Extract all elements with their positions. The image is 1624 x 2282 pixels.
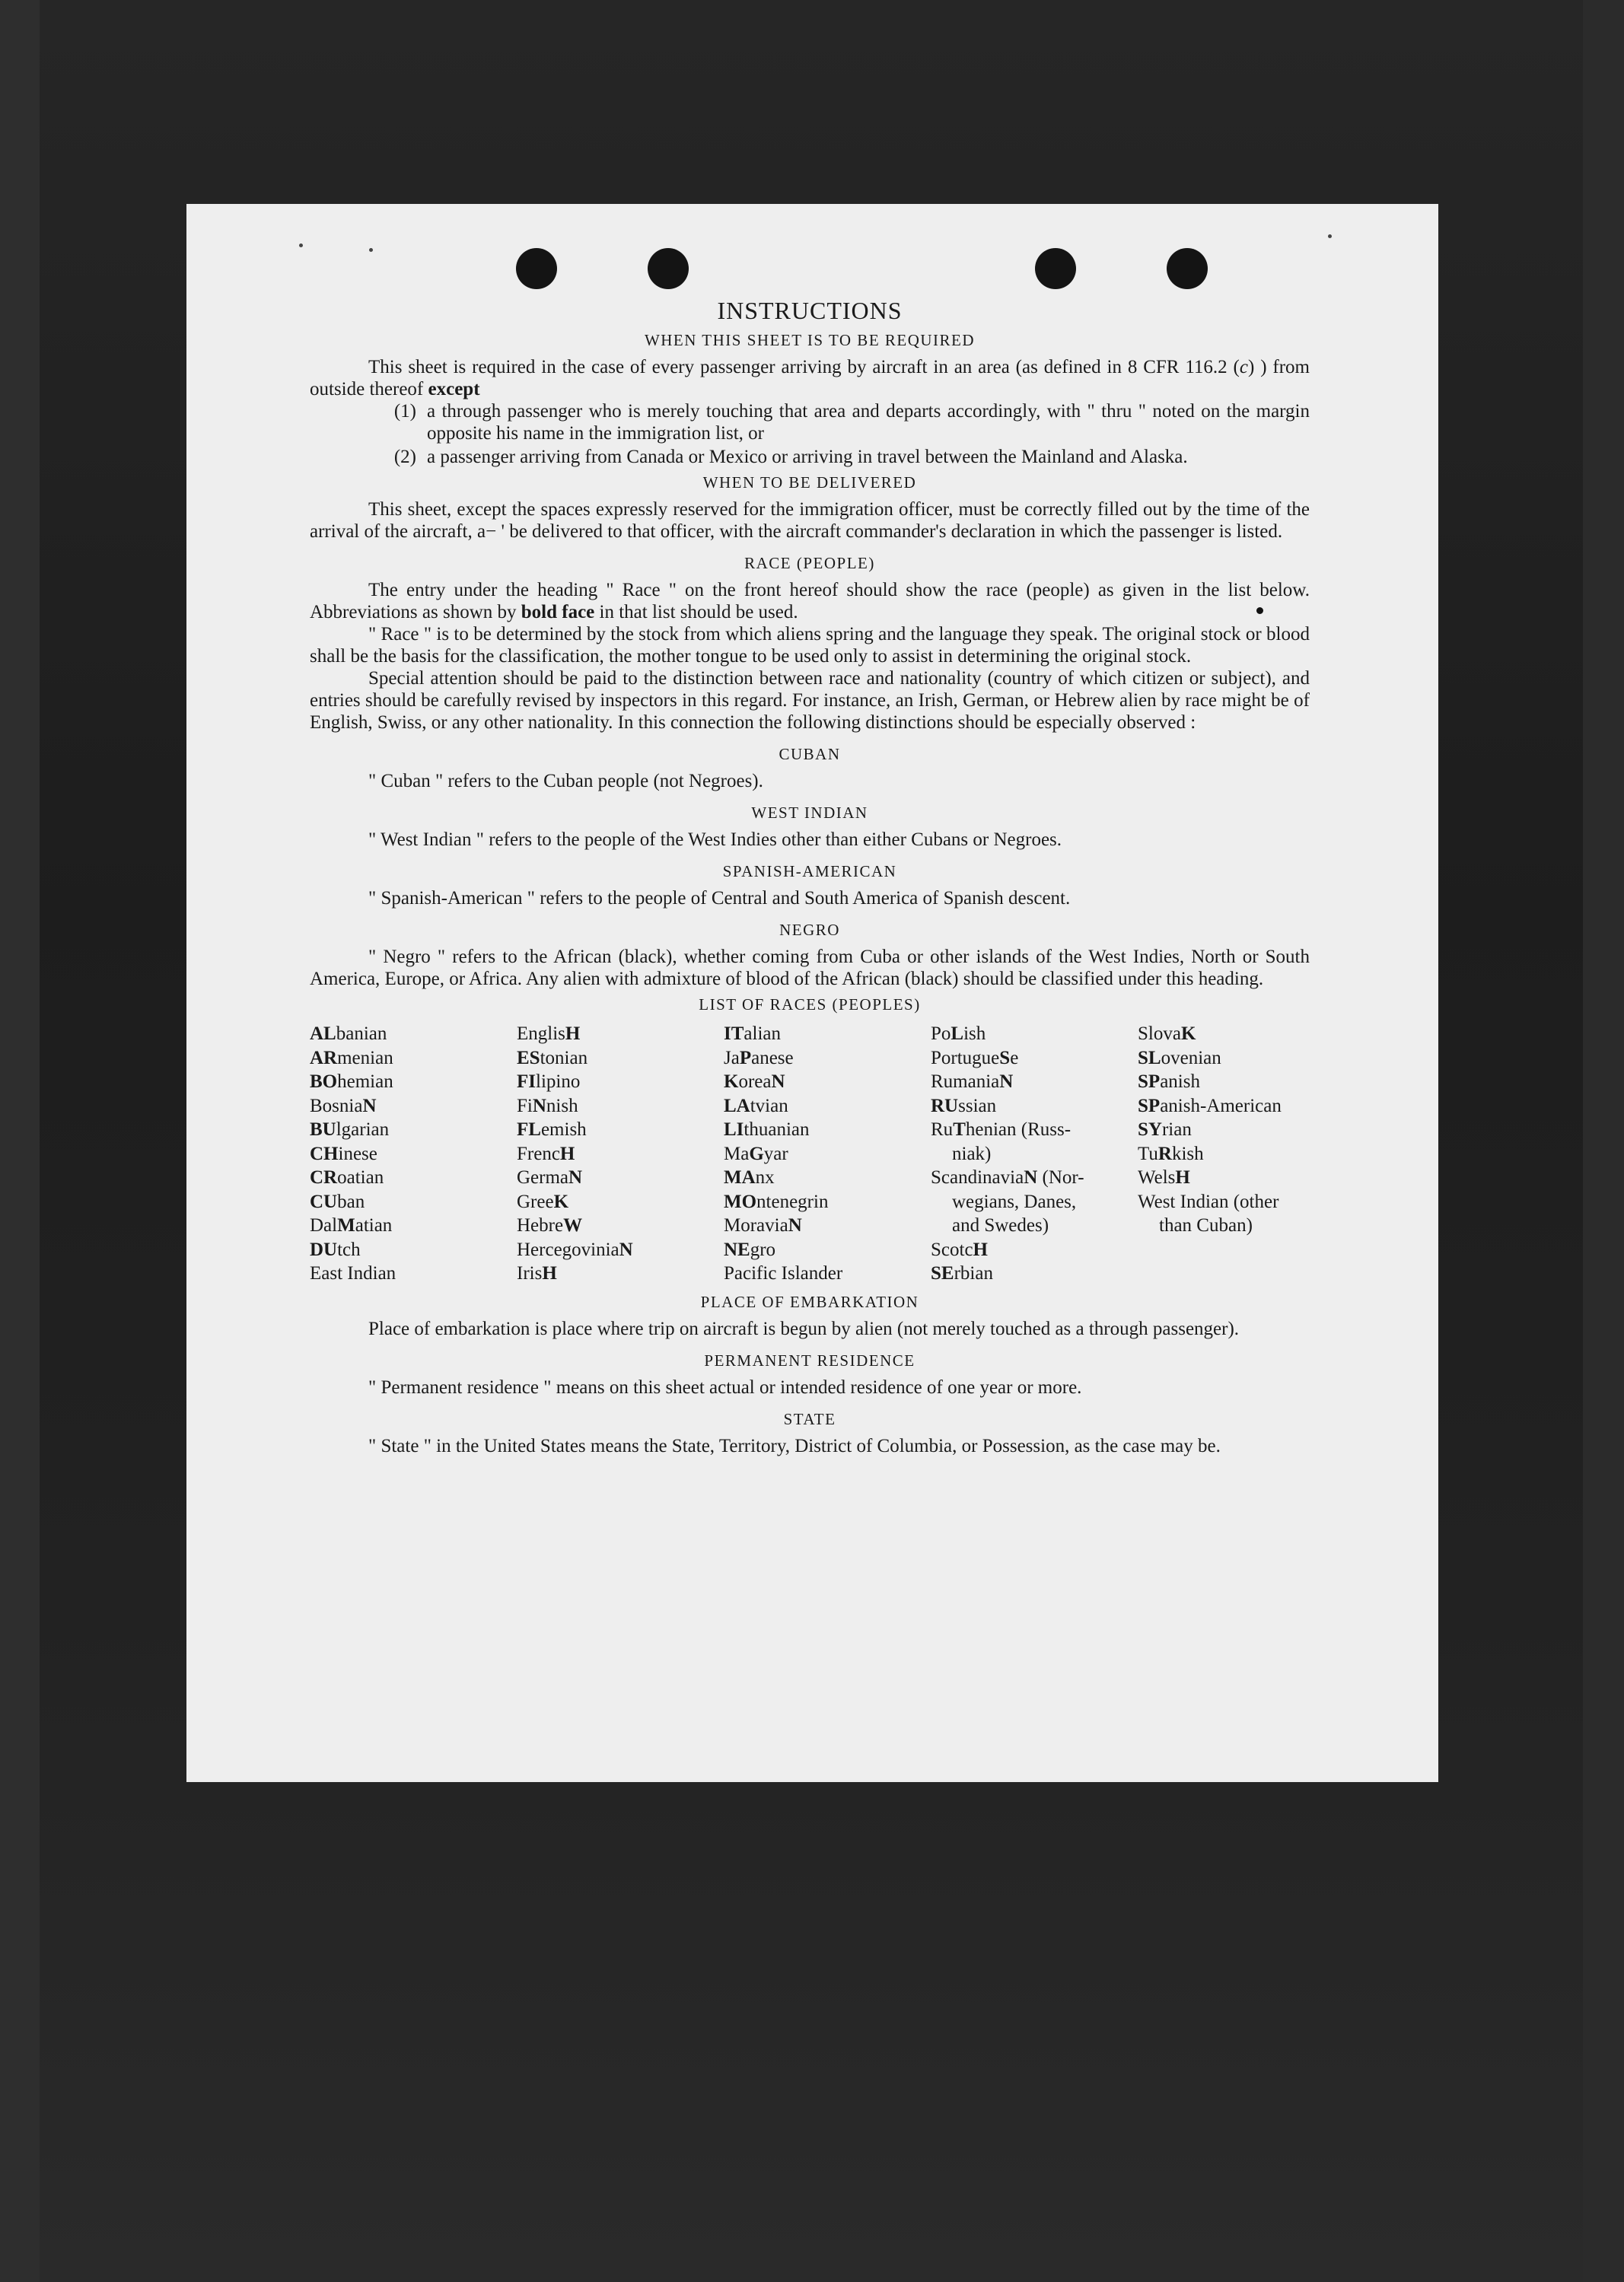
race-entry: GermaN xyxy=(517,1167,583,1188)
race-entry: CRoatian xyxy=(310,1167,384,1188)
race-column-1 xyxy=(310,1022,517,1286)
heading-when-delivered: WHEN TO BE DELIVERED xyxy=(702,473,917,492)
heading-when-required: WHEN THIS SHEET IS TO BE REQUIRED xyxy=(644,331,976,349)
race-entry: Pacific Islander xyxy=(724,1263,843,1284)
heading-race: RACE (PEOPLE) xyxy=(744,554,875,572)
race-entry: East Indian xyxy=(310,1263,396,1284)
when-required-paragraph: This sheet is required in the case of every passenger arriving by aircraft in an area (as defined in 8 CFR 116.2 (c) ) from outside thereof except xyxy=(310,357,1310,399)
heading-list-of-races: LIST OF RACES (PEOPLES) xyxy=(699,995,921,1014)
spanish-american-paragraph: " Spanish-American " refers to the people of Central and South America of Spanish descent. xyxy=(368,888,1071,909)
instruction-sheet xyxy=(186,204,1438,1782)
race-entry: PoLish xyxy=(931,1023,986,1044)
residence-paragraph: " Permanent residence " means on this sheet actual or intended residence of one year or more. xyxy=(368,1377,1082,1398)
race-paragraph-2: " Race " is to be determined by the stock from which aliens spring and the language they speak. The original stock or blood shall be the basis for the classification, the mother tongue to be used only to assist in determining the original stock. xyxy=(310,624,1310,667)
west-indian-paragraph: " West Indian " refers to the people of the West Indies other than either Cubans or Negroes. xyxy=(368,829,1062,850)
sheet-content xyxy=(310,295,1310,1457)
exception-item-1: (1) a through passenger who is merely touching that area and departs accordingly, with " thru " noted on the margin opposite his name in the immigration list, or xyxy=(393,401,1310,444)
page-title: INSTRUCTIONS xyxy=(717,297,903,324)
race-entry: FiNnish xyxy=(517,1095,578,1116)
race-entry: BUlgarian xyxy=(310,1119,390,1140)
race-entry: ARmenian xyxy=(310,1047,393,1068)
negro-paragraph: " Negro " refers to the African (black), whether coming from Cuba or other islands of the West Indies, North or South America, Europe, or Africa. Any alien with admixture of blood of the African (black) should be classified under this heading. xyxy=(310,947,1310,989)
heading-embarkation: PLACE OF EMBARKATION xyxy=(700,1292,919,1311)
race-entry: SlovaK xyxy=(1138,1023,1196,1044)
heading-cuban: CUBAN xyxy=(779,745,841,763)
race-entry: GreeK xyxy=(517,1191,569,1212)
race-entry: EnglisH xyxy=(517,1023,581,1044)
race-entry: SLovenian xyxy=(1138,1047,1221,1068)
race-entry: than Cuban) xyxy=(1159,1215,1253,1236)
punch-hole xyxy=(516,248,557,289)
embarkation-paragraph: Place of embarkation is place where trip on aircraft is begun by alien (not merely touched as a through passenger). xyxy=(368,1318,1240,1339)
race-entry: MoraviaN xyxy=(724,1215,802,1236)
race-entry: LIthuanian xyxy=(724,1119,810,1140)
race-entry: EStonian xyxy=(517,1047,588,1068)
race-entry: RumaniaN xyxy=(931,1071,1014,1092)
race-entry: and Swedes) xyxy=(952,1215,1049,1236)
race-entry: ITalian xyxy=(724,1023,781,1044)
heading-negro: NEGRO xyxy=(779,921,840,939)
race-entry: CHinese xyxy=(310,1143,377,1164)
race-column-5 xyxy=(1138,1022,1310,1286)
race-column-4 xyxy=(931,1022,1138,1286)
punch-hole xyxy=(648,248,689,289)
race-entry: MaGyar xyxy=(724,1143,788,1164)
punch-hole xyxy=(1035,248,1076,289)
race-entry: CUban xyxy=(310,1191,365,1212)
state-paragraph: " State " in the United States means the State, Territory, District of Columbia, or Possession, as the case may be. xyxy=(368,1435,1221,1456)
race-entry: ScandinaviaN (Nor- xyxy=(931,1167,1084,1188)
race-entry: MAnx xyxy=(724,1167,775,1188)
exception-item-2: (2) a passenger arriving from Canada or Mexico or arriving in travel between the Mainland and Alaska. xyxy=(393,447,1188,467)
race-entry: RUssian xyxy=(931,1095,997,1116)
race-entry: JaPanese xyxy=(724,1047,794,1068)
race-entry: SYrian xyxy=(1138,1119,1192,1140)
race-list xyxy=(310,1022,1310,1286)
race-paragraph-3: Special attention should be paid to the distinction between race and nationality (country of which citizen or subject), and entries should be carefully revised by inspectors in this regard. For instance, an Irish, German, or Hebrew alien by race might be of English, Swiss, or any other nationality. In this connection the following distinctions should be especially observed : xyxy=(310,668,1310,733)
race-entry: KoreaN xyxy=(724,1071,785,1092)
race-entry: FrencH xyxy=(517,1143,575,1164)
race-entry: TuRkish xyxy=(1138,1143,1204,1164)
race-entry: wegians, Danes, xyxy=(952,1191,1077,1212)
race-entry: SPanish-American xyxy=(1138,1095,1282,1116)
race-entry: WelsH xyxy=(1138,1167,1190,1188)
race-entry: FLemish xyxy=(517,1119,587,1140)
race-entry: HebreW xyxy=(517,1215,583,1236)
race-entry: West Indian (other xyxy=(1138,1191,1279,1212)
when-delivered-paragraph: This sheet, except the spaces expressly reserved for the immigration officer, must be correctly filled out by the time of the arrival of the aircraft, a− ' be delivered to that officer, with the aircraft commander's declaration in which the passenger is listed. xyxy=(310,499,1310,542)
race-entry: DalMatian xyxy=(310,1215,393,1236)
race-entry: FIlipino xyxy=(517,1071,581,1092)
race-entry: SErbian xyxy=(931,1263,993,1284)
heading-spanish-american: SPANISH-AMERICAN xyxy=(722,862,897,880)
race-entry: IrisH xyxy=(517,1263,557,1284)
race-entry: HercegoviniaN xyxy=(517,1239,633,1260)
heading-west-indian: WEST INDIAN xyxy=(751,804,868,822)
race-entry: BOhemian xyxy=(310,1071,393,1092)
heading-permanent-residence: PERMANENT RESIDENCE xyxy=(704,1351,915,1370)
race-paragraph-1: The entry under the heading " Race " on the front hereof should show the race (people) as given in the list below. Abbreviations as shown by bold face in that list should be used. xyxy=(310,580,1310,622)
punch-hole xyxy=(1167,248,1208,289)
race-entry: ScotcH xyxy=(931,1239,988,1260)
race-entry: DUtch xyxy=(310,1239,361,1260)
race-column-2 xyxy=(517,1022,724,1286)
race-entry: PortugueSe xyxy=(931,1047,1019,1068)
race-entry: NEgro xyxy=(724,1239,776,1260)
race-entry: LAtvian xyxy=(724,1095,788,1116)
race-entry: SPanish xyxy=(1138,1071,1200,1092)
cuban-paragraph: " Cuban " refers to the Cuban people (not Negroes). xyxy=(368,771,763,791)
race-entry: ALbanian xyxy=(310,1023,387,1044)
race-column-3 xyxy=(724,1022,931,1286)
race-entry: RuThenian (Russ- xyxy=(931,1119,1072,1140)
race-entry: BosniaN xyxy=(310,1095,377,1116)
race-entry: niak) xyxy=(952,1143,992,1164)
race-entry: MOntenegrin xyxy=(724,1191,829,1212)
heading-state: STATE xyxy=(783,1409,836,1428)
